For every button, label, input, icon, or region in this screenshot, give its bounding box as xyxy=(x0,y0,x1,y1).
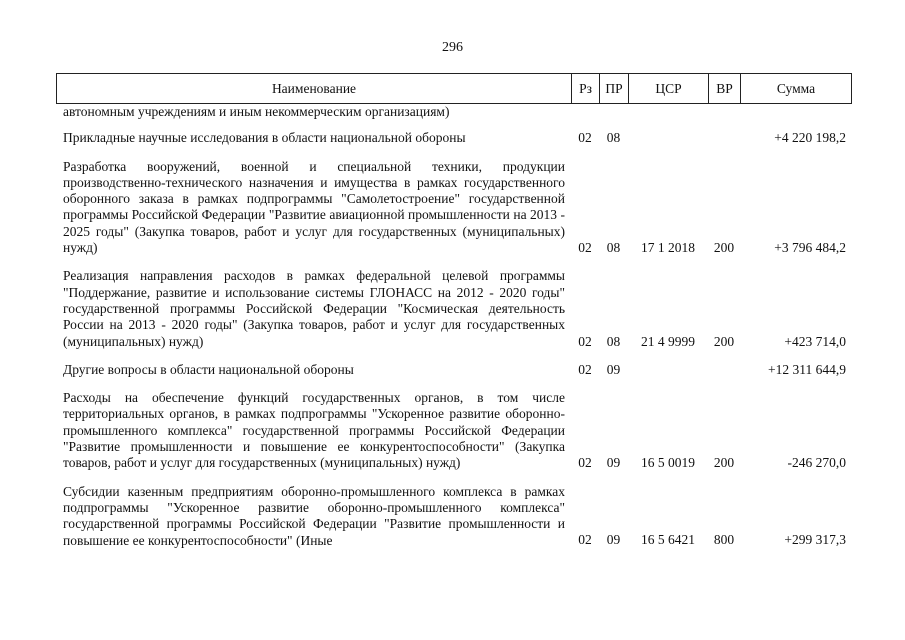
row-sum: +299 317,3 xyxy=(784,531,846,547)
row-rz: 02 xyxy=(578,361,592,377)
row-rz: 02 xyxy=(578,531,592,547)
row-pr: 08 xyxy=(606,333,621,349)
row-vr: 200 xyxy=(713,333,735,349)
row-sum xyxy=(740,104,851,120)
row-sum: +12 311 644,9 xyxy=(768,361,846,377)
row-csr: 16 5 0019 xyxy=(641,455,695,471)
row-rz: 02 xyxy=(578,130,592,146)
row-rz xyxy=(571,104,599,120)
row-pr: 09 xyxy=(606,531,621,547)
table-row xyxy=(56,484,851,549)
row-csr: 21 4 9999 xyxy=(641,333,695,349)
row-csr: 17 1 2018 xyxy=(641,240,695,256)
row-name: Прикладные научные исследования в области национальной обороны xyxy=(63,130,466,146)
header-pr: ПР xyxy=(600,74,629,104)
row-name: Субсидии казенным предприятиям оборонно-промышленного комплекса в рамках подпрограммы "Ускоренное развитие оборонно-промышленного комплекса" государственной программы Российской Федерации "Развитие промышленности и повышение ее конкурентоспособности" (Иные xyxy=(63,483,565,548)
row-vr: 200 xyxy=(713,240,735,256)
row-name: Другие вопросы в области национальной обороны xyxy=(63,361,354,377)
header-csr: ЦСР xyxy=(629,74,709,104)
table-row xyxy=(56,390,851,471)
row-name: Разработка вооружений, военной и специальной техники, продукции производственно-технического назначения и имущества в рамках государственного оборонного заказа в рамках подпрограммы "Самолетостроение" государственной программы Российской Федерации "Развитие авиационной промышленности на 2013 - 2025 годы" (Закупка товаров, работ и услуг для государственных (муниципальных) нужд) xyxy=(63,158,565,256)
row-csr xyxy=(628,130,708,146)
row-pr: 09 xyxy=(606,361,621,377)
row-sum: +423 714,0 xyxy=(784,333,846,349)
header-name: Наименование xyxy=(57,74,572,104)
row-csr: 16 5 6421 xyxy=(641,531,695,547)
row-vr xyxy=(708,130,740,146)
table-row xyxy=(56,130,851,146)
table-header xyxy=(56,73,852,104)
row-sum: +4 220 198,2 xyxy=(774,130,846,146)
row-name: Реализация направления расходов в рамках федеральной целевой программы "Поддержание, развитие и использование системы ГЛОНАСС на 2012 - 2020 годы" государственной программы Российской Федерации "Космическая деятельность России на 2013 - 2020 годы" (Закупка товаров, работ и услуг для государственных (муниципальных) нужд) xyxy=(63,268,565,349)
header-rz: Рз xyxy=(572,74,600,104)
row-csr xyxy=(628,104,708,120)
row-rz: 02 xyxy=(578,333,592,349)
row-pr: 08 xyxy=(606,130,621,146)
row-vr xyxy=(708,104,740,120)
page-number: 296 xyxy=(442,40,463,55)
row-csr xyxy=(628,362,708,378)
row-pr: 09 xyxy=(606,455,621,471)
row-name: Расходы на обеспечение функций государственных органов, в том числе территориальных органов, в рамках подпрограммы "Ускоренное развитие оборонно-промышленного комплекса" государственной программы Российской Федерации "Развитие промышленности и повышение ее конкурентоспособности" (Закупка товаров, работ и услуг для государственных (муниципальных) нужд) xyxy=(63,390,565,471)
row-sum: -246 270,0 xyxy=(787,455,846,471)
table-row xyxy=(56,159,851,257)
row-vr: 200 xyxy=(713,455,735,471)
header-vr: ВР xyxy=(709,74,741,104)
row-rz: 02 xyxy=(578,240,592,256)
row-rz: 02 xyxy=(578,455,592,471)
budget-table xyxy=(56,104,851,549)
row-pr xyxy=(599,104,628,120)
row-vr xyxy=(708,362,740,378)
table-row xyxy=(56,104,851,120)
row-vr: 800 xyxy=(713,531,735,547)
header-sum: Сумма xyxy=(741,74,852,104)
row-pr: 08 xyxy=(606,240,621,256)
row-sum: +3 796 484,2 xyxy=(774,240,846,256)
row-name: автономным учреждениям и иным некоммерческим организациям) xyxy=(63,104,450,119)
table-row xyxy=(56,268,851,349)
table-row xyxy=(56,362,851,378)
